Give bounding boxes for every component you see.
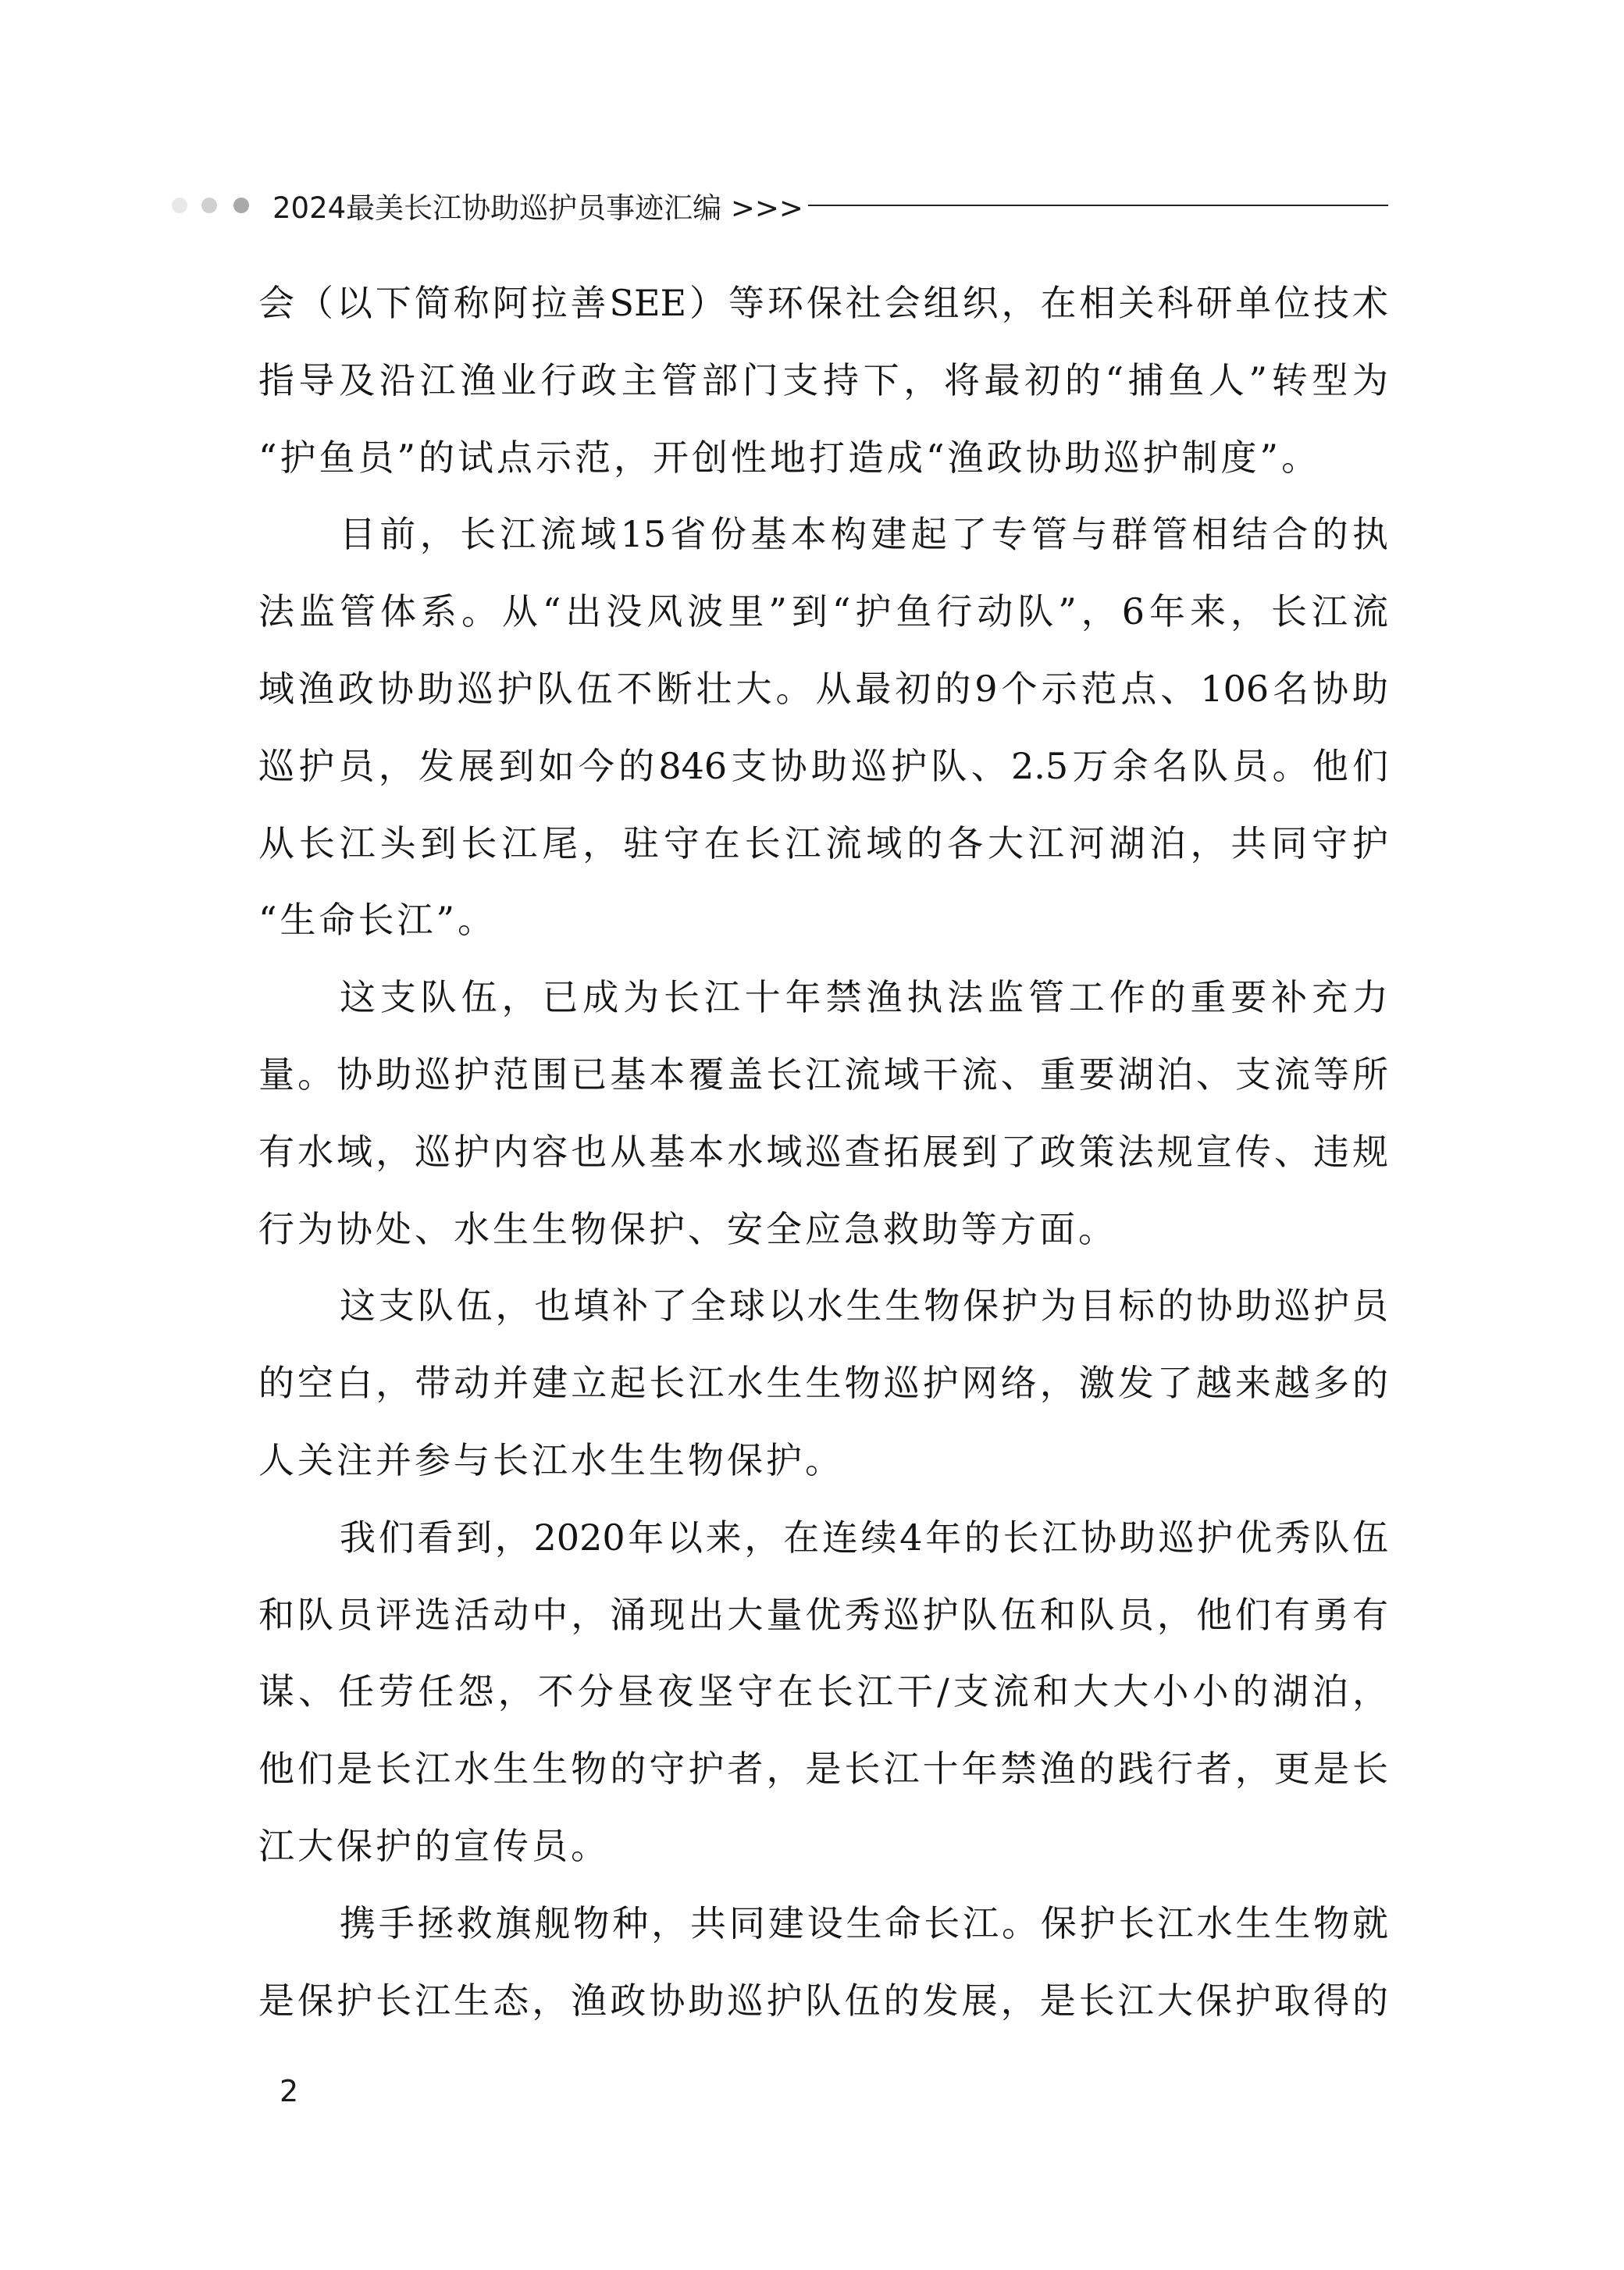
dot-icon — [172, 198, 187, 213]
text-line: 从长江头到长江尾，驻守在长江流域的各大江河湖泊，共同守护 — [258, 821, 1388, 864]
text-line: 江大保护的宣传员。 — [258, 1824, 610, 1867]
text-line: 人关注并参与长江水生生物保护。 — [258, 1438, 844, 1481]
text-line: “护鱼员”的试点示范，开创性地打造成“渔政协助巡护制度”。 — [258, 436, 1321, 479]
paragraph — [258, 496, 1388, 959]
text-line: 他们是长江水生生物的守护者，是长江十年禁渔的践行者，更是长 — [258, 1748, 1388, 1791]
paragraph — [258, 1499, 1388, 1885]
paragraph — [258, 1885, 1388, 2040]
paragraph — [258, 959, 1388, 1267]
header-title: 2024最美长江协助巡护员事迹汇编 >>> — [272, 191, 803, 225]
running-header — [172, 186, 1388, 225]
text-line: 行为协处、水生生物保护、安全应急救助等方面。 — [258, 1207, 1117, 1250]
text-line: 会（以下简称阿拉善SEE）等环保社会组织，在相关科研单位技术 — [258, 282, 1388, 324]
body-text — [258, 265, 1388, 2039]
text-line: 域渔政协助巡护队伍不断壮大。从最初的9个示范点、106名协助 — [258, 667, 1388, 710]
text-line: 法监管体系。从“出没风波里”到“护鱼行动队”，6年来，长江流 — [258, 590, 1388, 633]
text-line: 携手拯救旗舰物种，共同建设生命长江。保护长江水生生物就 — [340, 1901, 1388, 1944]
text-line: 的空白，带动并建立起长江水生生物巡护网络，激发了越来越多的 — [258, 1362, 1388, 1405]
text-line: 这支队伍，已成为长江十年禁渔执法监管工作的重要补充力 — [340, 976, 1388, 1019]
text-line: 目前，长江流域15省份基本构建起了专管与群管相结合的执 — [340, 513, 1388, 556]
page-number: 2 — [280, 2074, 299, 2108]
text-line: 是保护长江生态，渔政协助巡护队伍的发展，是长江大保护取得的 — [258, 1979, 1388, 2022]
text-line: 巡护员，发展到如今的846支协助巡护队、2.5万余名队员。他们 — [258, 744, 1388, 787]
text-line: 有水域，巡护内容也从基本水域巡查拓展到了政策法规宣传、违规 — [258, 1130, 1388, 1173]
dot-icon — [201, 198, 217, 213]
text-line: 我们看到，2020年以来，在连续4年的长江协助巡护优秀队伍 — [340, 1516, 1388, 1559]
text-line: 和队员评选活动中，涌现出大量优秀巡护队伍和队员，他们有勇有 — [258, 1593, 1388, 1636]
paragraph — [258, 1267, 1388, 1498]
dot-icon — [233, 198, 249, 213]
text-line: “生命长江”。 — [258, 899, 497, 942]
text-line: 指导及沿江渔业行政主管部门支持下，将最初的“捕鱼人”转型为 — [258, 358, 1388, 401]
paragraph — [258, 265, 1388, 496]
text-line: 量。协助巡护范围已基本覆盖长江流域干流、重要湖泊、支流等所 — [258, 1053, 1388, 1096]
text-line: 这支队伍，也填补了全球以水生生物保护为目标的协助巡护员 — [340, 1285, 1388, 1327]
text-line: 谋、任劳任怨，不分昼夜坚守在长江干/支流和大大小小的湖泊， — [258, 1670, 1388, 1713]
header-rule — [808, 205, 1388, 206]
